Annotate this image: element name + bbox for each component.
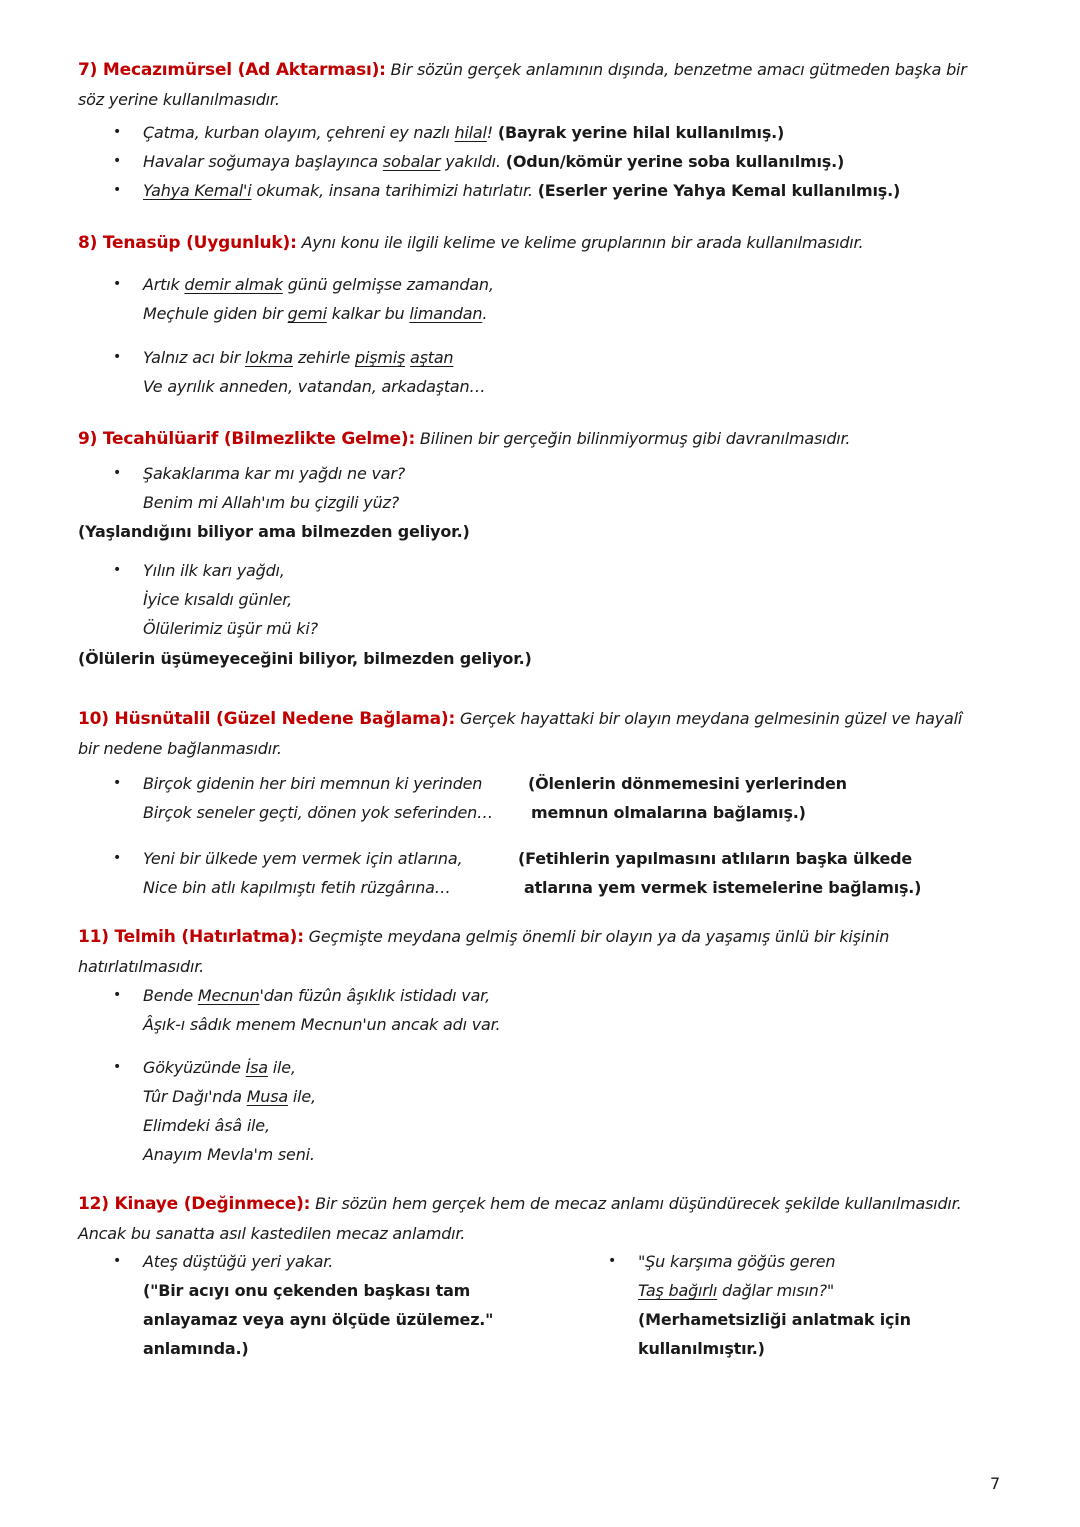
explanation-note: (Fetihlerin yapılmasını atlıların başka ülkede atlarına yem vermek istemelerine bağlamış.) xyxy=(518,849,922,897)
bullet-icon: • xyxy=(113,153,122,169)
underlined-word: demir almak xyxy=(184,275,283,294)
bullet-icon: • xyxy=(113,465,122,481)
section-telmih xyxy=(78,922,1008,981)
example-verse: • Gökyüzünde İsa ile, Tûr Dağı'nda Musa ile, Elimdeki âsâ ile, Anayım Mevla'm seni. xyxy=(143,1053,316,1169)
example-verse: • Yeni bir ülkede yem vermek için atlarına, Nice bin atlı kapılmıştı fetih rüzgârına… xyxy=(143,844,462,902)
bullet-icon: • xyxy=(113,562,122,578)
explanation-note: anlamında.) xyxy=(143,1339,249,1358)
explanation-note: (Odun/kömür yerine soba kullanılmış.) xyxy=(505,152,845,171)
explanation-note: (Ölenlerin dönmemesini yerlerinden memnun olmalarına bağlamış.) xyxy=(528,774,847,822)
underlined-word: hilal xyxy=(454,123,487,142)
underlined-word: lokma xyxy=(245,348,293,367)
explanation-note: (Eserler yerine Yahya Kemal kullanılmış.) xyxy=(537,181,901,200)
bullet-icon: • xyxy=(113,124,122,140)
example-item: • Yahya Kemal'i okumak, insana tarihimizi hatırlatır. (Eserler yerine Yahya Kemal kullanılmış.) xyxy=(143,176,900,205)
underlined-word: gemi xyxy=(287,304,327,323)
section-tenasup xyxy=(78,228,1008,258)
section-heading: 10) Hüsnütalil (Güzel Nedene Bağlama): xyxy=(78,709,456,729)
bullet-icon: • xyxy=(113,850,122,866)
definition-text-cont: bir nedene bağlanmasıdır. xyxy=(78,739,282,758)
explanation-note: ("Bir acıyı onu çekenden başkası tam xyxy=(143,1281,471,1300)
example-verse: • Şakaklarıma kar mı yağdı ne var? Benim mi Allah'ım bu çizgili yüz? xyxy=(143,459,405,517)
explanation-note: (Bayrak yerine hilal kullanılmış.) xyxy=(497,123,785,142)
underlined-word: limandan xyxy=(409,304,483,323)
example-item: • Çatma, kurban olayım, çehreni ey nazlı hilal! (Bayrak yerine hilal kullanılmış.) xyxy=(143,118,784,147)
bullet-icon: • xyxy=(608,1253,617,1269)
example-item: • Havalar soğumaya başlayınca sobalar yakıldı. (Odun/kömür yerine soba kullanılmış.) xyxy=(143,147,844,176)
definition-text: Geçmişte meydana gelmiş önemli bir olayın ya da yaşamış ünlü bir kişinin xyxy=(303,927,890,946)
underlined-word: Musa xyxy=(246,1087,288,1106)
bullet-icon: • xyxy=(113,987,122,1003)
example-left: • Ateş düştüğü yeri yakar. ("Bir acıyı onu çekenden başkası tam anlayamaz veya aynı ölçüde üzülemez." anlamında.) xyxy=(143,1247,493,1363)
section-heading: 8) Tenasüp (Uygunluk): xyxy=(78,233,297,253)
bullet-icon: • xyxy=(113,349,122,365)
definition-text-cont: hatırlatılmasıdır. xyxy=(78,957,205,976)
underlined-word: Taş bağırlı xyxy=(638,1281,718,1300)
section-mecazimursel xyxy=(78,55,1008,114)
explanation-note: anlayamaz veya aynı ölçüde üzülemez." xyxy=(143,1310,494,1329)
section-heading: 9) Tecahülüarif (Bilmezlikte Gelme): xyxy=(78,429,416,449)
bullet-icon: • xyxy=(113,1059,122,1075)
section-heading: 7) Mecazımürsel (Ad Aktarması): xyxy=(78,60,386,80)
example-verse: • Yılın ilk karı yağdı, İyice kısaldı günler, Ölülerimiz üşür mü ki? xyxy=(143,556,318,643)
bullet-icon: • xyxy=(113,1253,122,1269)
definition-text: Bilinen bir gerçeğin bilinmiyormuş gibi davranılmasıdır. xyxy=(415,429,851,448)
example-right: • "Şu karşıma göğüs geren Taş bağırlı dağlar mısın?" (Merhametsizliği anlatmak için kullanılmıştır.) xyxy=(638,1247,911,1363)
section-husnutalil xyxy=(78,704,1008,763)
section-heading: 12) Kinaye (Değinmece): xyxy=(78,1194,311,1214)
definition-text: Aynı konu ile ilgili kelime ve kelime gruplarının bir arada kullanılmasıdır. xyxy=(296,233,864,252)
page-number: 7 xyxy=(990,1474,1001,1493)
section-tecahuluarif xyxy=(78,424,1008,454)
underlined-word: pişmiş xyxy=(355,348,406,367)
explanation-note: (Yaşlandığını biliyor ama bilmezden geliyor.) xyxy=(78,522,470,541)
example-verse: • Artık demir almak günü gelmişse zamandan, Meçhule giden bir gemi kalkar bu limandan. xyxy=(143,270,494,328)
definition-text: Gerçek hayattaki bir olayın meydana gelmesinin güzel ve hayalî xyxy=(455,709,963,728)
bullet-icon: • xyxy=(113,775,122,791)
explanation-note: kullanılmıştır.) xyxy=(638,1339,765,1358)
example-verse: • Yalnız acı bir lokma zehirle pişmiş aştan Ve ayrılık anneden, vatandan, arkadaştan… xyxy=(143,343,485,401)
underlined-word: sobalar xyxy=(382,152,441,171)
example-verse: • Birçok gidenin her biri memnun ki yerinden Birçok seneler geçti, dönen yok seferinden… xyxy=(143,769,493,827)
bullet-icon: • xyxy=(113,276,122,292)
underlined-word: İsa xyxy=(245,1058,268,1077)
definition-text-cont: söz yerine kullanılmasıdır. xyxy=(78,90,280,109)
example-verse: • Bende Mecnun'dan füzûn âşıklık istidadı var, Âşık-ı sâdık menem Mecnun'un ancak adı var. xyxy=(143,981,500,1039)
underlined-word: Mecnun xyxy=(197,986,260,1005)
definition-text: Bir sözün hem gerçek hem de mecaz anlamı düşündürecek şekilde kullanılmasıdır. xyxy=(310,1194,962,1213)
underlined-word: Yahya Kemal'i xyxy=(143,181,252,200)
underlined-word: aştan xyxy=(410,348,454,367)
section-kinaye xyxy=(78,1189,1008,1248)
section-heading: 11) Telmih (Hatırlatma): xyxy=(78,927,304,947)
definition-text-cont: Ancak bu sanatta asıl kastedilen mecaz anlamdır. xyxy=(78,1224,466,1243)
explanation-note: (Ölülerin üşümeyeceğini biliyor, bilmezden geliyor.) xyxy=(78,649,532,668)
definition-text: Bir sözün gerçek anlamının dışında, benzetme amacı gütmeden başka bir xyxy=(385,60,967,79)
bullet-icon: • xyxy=(113,182,122,198)
explanation-note: (Merhametsizliği anlatmak için xyxy=(638,1310,911,1329)
